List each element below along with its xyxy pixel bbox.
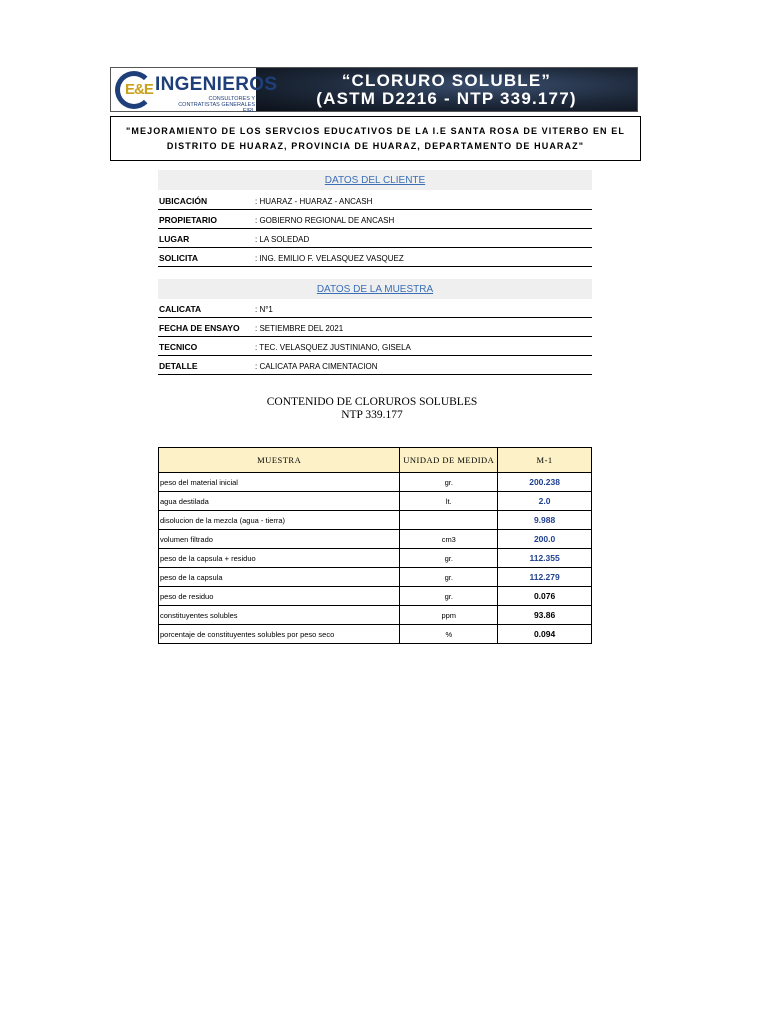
report-title: “CLORURO SOLUBLE” bbox=[341, 70, 552, 90]
row-description: peso de residuo bbox=[159, 587, 400, 606]
row-description: peso de la capsula bbox=[159, 568, 400, 587]
info-label: SOLICITA bbox=[159, 253, 199, 263]
row-value: 0.076 bbox=[498, 587, 592, 606]
table-row bbox=[159, 587, 592, 606]
row-value: 200.238 bbox=[498, 473, 592, 492]
column-header-unidad: UNIDAD DE MEDIDA bbox=[400, 448, 498, 473]
table-row bbox=[159, 473, 592, 492]
table-header-row bbox=[159, 448, 592, 473]
table-row bbox=[159, 492, 592, 511]
row-value: 9.988 bbox=[498, 511, 592, 530]
table-row bbox=[159, 530, 592, 549]
logo-name: INGENIEROS bbox=[155, 74, 278, 95]
row-value: 93.86 bbox=[498, 606, 592, 625]
info-row-lugar bbox=[158, 229, 592, 248]
column-header-muestra: MUESTRA bbox=[159, 448, 400, 473]
info-row-ubicacion bbox=[158, 191, 592, 210]
info-value: : SETIEMBRE DEL 2021 bbox=[255, 324, 344, 333]
logo-mark: E&E bbox=[125, 81, 153, 98]
info-label: PROPIETARIO bbox=[159, 215, 217, 225]
row-unit: lt. bbox=[400, 492, 498, 511]
info-value: : GOBIERNO REGIONAL DE ANCASH bbox=[255, 216, 395, 225]
info-value: : TEC. VELASQUEZ JUSTINIANO, GISELA bbox=[255, 343, 411, 352]
row-description: agua destilada bbox=[159, 492, 400, 511]
row-description: volumen filtrado bbox=[159, 530, 400, 549]
test-title bbox=[200, 396, 544, 422]
test-standard-line: NTP 339.177 bbox=[341, 409, 403, 421]
row-value: 200.0 bbox=[498, 530, 592, 549]
column-header-m1: M-1 bbox=[498, 448, 592, 473]
logo-subtitle: CONSULTORES Y CONTRATISTAS GENERALES EIRL bbox=[178, 96, 255, 114]
row-unit: cm3 bbox=[400, 530, 498, 549]
row-unit: gr. bbox=[400, 568, 498, 587]
row-description: peso de la capsula + residuo bbox=[159, 549, 400, 568]
row-description: constituyentes solubles bbox=[159, 606, 400, 625]
info-row-calicata bbox=[158, 299, 592, 318]
row-unit: ppm bbox=[400, 606, 498, 625]
report-title-box bbox=[256, 68, 637, 111]
info-value: : N°1 bbox=[255, 305, 273, 314]
info-label: CALICATA bbox=[159, 304, 202, 314]
project-box bbox=[110, 116, 641, 161]
info-row-solicita bbox=[158, 248, 592, 267]
row-description: disolucion de la mezcla (agua - tierra) bbox=[159, 511, 400, 530]
project-title: "MEJORAMIENTO DE LOS SERVCIOS EDUCATIVOS DE LA I.E SANTA ROSA DE VITERBO EN EL DISTRITO DE HUARAZ, PROVINCIA DE HUARAZ, DEPARTAMENTO DE HUARAZ" bbox=[126, 125, 625, 151]
row-description: porcentaje de constituyentes solubles por peso seco bbox=[159, 625, 400, 644]
table-row bbox=[159, 549, 592, 568]
info-label: FECHA DE ENSAYO bbox=[159, 323, 240, 333]
info-row-fecha-ensayo bbox=[158, 318, 592, 337]
table-row bbox=[159, 511, 592, 530]
row-value: 112.355 bbox=[498, 549, 592, 568]
info-value: : CALICATA PARA CIMENTACION bbox=[255, 362, 378, 371]
test-title-line: CONTENIDO DE CLORUROS SOLUBLES bbox=[266, 396, 478, 408]
row-unit: gr. bbox=[400, 587, 498, 606]
row-description: peso del material inicial bbox=[159, 473, 400, 492]
row-value: 2.0 bbox=[498, 492, 592, 511]
row-value: 0.094 bbox=[498, 625, 592, 644]
table-row bbox=[159, 625, 592, 644]
row-unit bbox=[400, 511, 498, 530]
info-value: : LA SOLEDAD bbox=[255, 235, 310, 244]
row-unit: % bbox=[400, 625, 498, 644]
info-label: DETALLE bbox=[159, 361, 198, 371]
header-banner bbox=[110, 67, 638, 112]
company-logo bbox=[111, 68, 278, 114]
row-value: 112.279 bbox=[498, 568, 592, 587]
row-unit: gr. bbox=[400, 473, 498, 492]
table-row bbox=[159, 606, 592, 625]
table-row bbox=[159, 568, 592, 587]
client-section-heading: DATOS DEL CLIENTE bbox=[158, 170, 592, 190]
row-unit: gr. bbox=[400, 549, 498, 568]
info-row-propietario bbox=[158, 210, 592, 229]
info-value: : HUARAZ - HUARAZ - ANCASH bbox=[255, 197, 373, 206]
info-label: TECNICO bbox=[159, 342, 198, 352]
sample-section-heading: DATOS DE LA MUESTRA bbox=[158, 279, 592, 299]
info-label: LUGAR bbox=[159, 234, 190, 244]
info-row-tecnico bbox=[158, 337, 592, 356]
info-label: UBICACIÓN bbox=[159, 196, 208, 206]
info-value: : ING. EMILIO F. VELASQUEZ VASQUEZ bbox=[255, 254, 404, 263]
report-standard: (ASTM D2216 - NTP 339.177) bbox=[316, 88, 577, 108]
results-table bbox=[158, 447, 592, 644]
info-row-detalle bbox=[158, 356, 592, 375]
